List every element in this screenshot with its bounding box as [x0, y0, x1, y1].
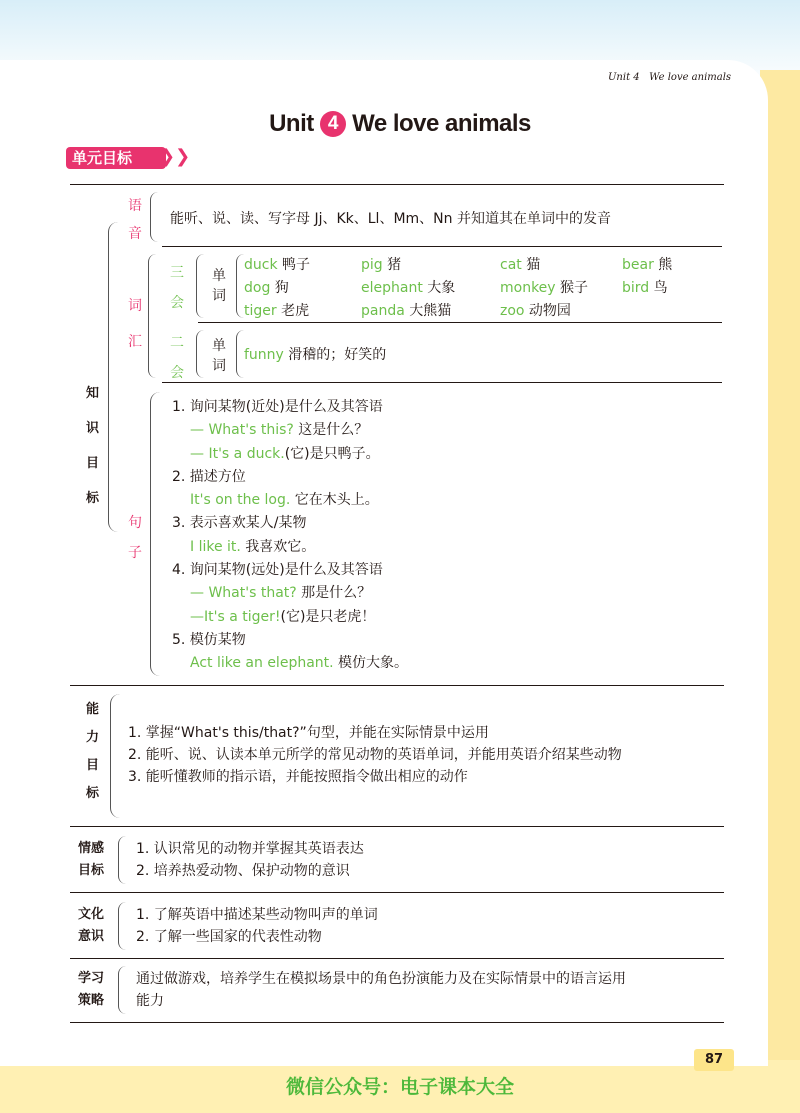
- culture-label: [78, 904, 104, 948]
- brace-strategy: [118, 966, 126, 1014]
- vocab-word-cn: 鸭子: [277, 257, 311, 273]
- vocab-word: [361, 254, 401, 276]
- sentence-line: [172, 582, 712, 605]
- three-sub-label: [212, 266, 228, 306]
- emotion-lines: [136, 838, 364, 882]
- strategy-line: 能力: [136, 993, 164, 1009]
- ability-lines: [128, 722, 718, 788]
- ability-line: 1. 掌握“What's this/that?”句型，并能在实际情景中运用: [128, 725, 489, 741]
- vocab-word-en: dog: [244, 280, 271, 296]
- strategy-label-2: 策略: [78, 993, 105, 1008]
- vocab-word: [622, 277, 668, 299]
- sentences-label-char: 句: [128, 515, 142, 531]
- brace-two-words: [236, 330, 244, 378]
- sentence-line: 5. 模仿某物: [172, 631, 246, 648]
- vocab-word-en: monkey: [500, 280, 556, 296]
- ability-label-char: 力: [86, 730, 100, 745]
- vocab-word: [244, 300, 309, 322]
- two-label-char: 二: [170, 335, 184, 351]
- ability-label-char: 目: [86, 758, 100, 773]
- sentence-cn: 它在木头上。: [290, 492, 379, 509]
- brace-emotion: [118, 836, 126, 884]
- sentence-line: [172, 419, 712, 442]
- sentence-cn: 这是什么？: [293, 422, 369, 439]
- two-words: [244, 344, 386, 366]
- sentence-line: 3. 表示喜欢某人/某物: [172, 515, 307, 532]
- two-label-char: 会: [170, 365, 184, 381]
- brace-ability: [110, 694, 120, 818]
- two-sub-label: [212, 336, 228, 376]
- emotion-line: 1. 认识常见的动物并掌握其英语表达: [136, 841, 364, 857]
- unit-number-badge: 4: [320, 111, 346, 137]
- vocab-label: [128, 288, 144, 360]
- page-number: 87: [694, 1049, 734, 1071]
- two-label: [170, 328, 186, 388]
- rule-knowledge: [70, 685, 724, 686]
- sentence-en: What's this?: [208, 422, 294, 439]
- brace-three-words: [236, 254, 244, 318]
- sentence-cn: 那是什么？: [296, 585, 372, 602]
- vocab-word-cn: 老虎: [276, 303, 310, 319]
- three-label: [170, 258, 186, 318]
- brace-two: [196, 330, 204, 378]
- dash: —: [190, 445, 209, 462]
- sentence-line: 4. 询问某物(远处)是什么及其答语: [172, 562, 383, 579]
- vocab-word: [500, 300, 571, 322]
- rule-bottom: [70, 1022, 724, 1023]
- sentence-en: It's a tiger!: [204, 608, 281, 625]
- vocab-word: [361, 277, 455, 299]
- sentence-cn: 模仿大象。: [333, 655, 409, 672]
- knowledge-label-char: 目: [86, 456, 100, 471]
- knowledge-label: [86, 376, 102, 516]
- three-sub-label-char: 单: [212, 268, 226, 284]
- vocab-word-cn: 动物园: [524, 303, 571, 319]
- vocab-word: [622, 254, 672, 276]
- sentence-en: Act like an elephant.: [190, 655, 334, 672]
- vocab-word-cn: 大熊猫: [404, 303, 452, 319]
- phonics-label: [128, 192, 144, 248]
- rule-vocab-two: [162, 382, 722, 383]
- brace-phonics: [150, 192, 158, 242]
- knowledge-label-char: 识: [86, 421, 100, 436]
- strategy-label: [78, 968, 104, 1012]
- chevron-icon: ❯❯: [160, 146, 191, 167]
- vocab-word-cn: 猴子: [555, 280, 589, 296]
- vocab-word-en: bear: [622, 257, 654, 273]
- phonics-label-char: 音: [128, 226, 142, 242]
- sentence-line: [172, 443, 712, 466]
- knowledge-label-char: 标: [86, 491, 100, 506]
- vocab-word-cn: 狗: [270, 280, 289, 296]
- phonics-label-char: 语: [128, 198, 142, 214]
- page-title: [0, 110, 800, 138]
- vocab-word-cn: 猪: [382, 257, 402, 273]
- vocab-word-cn: 熊: [653, 257, 673, 273]
- ability-line: 2. 能听、说、认读本单元所学的常见动物的英语单词，并能用英语介绍某些动物: [128, 747, 622, 763]
- brace-sentences: [150, 392, 160, 676]
- emotion-label-2: 目标: [78, 863, 105, 878]
- two-word-en: funny: [244, 347, 284, 363]
- vocab-word-en: elephant: [361, 280, 423, 296]
- vocab-word-cn: 大象: [422, 280, 456, 296]
- dash: —: [190, 585, 209, 602]
- vocab-word-en: cat: [500, 257, 522, 273]
- culture-lines: [136, 904, 378, 948]
- sentences-label: [128, 508, 144, 568]
- rule-phonics: [162, 246, 722, 247]
- vocab-word-en: duck: [244, 257, 278, 273]
- vocab-word: [244, 277, 289, 299]
- strategy-line: 通过做游戏，培养学生在模拟场景中的角色扮演能力及在实际情景中的语言运用: [136, 971, 626, 987]
- three-sub-label-char: 词: [212, 288, 226, 304]
- sentence-line: 2. 描述方位: [172, 468, 246, 485]
- ability-line: 3. 能听懂教师的指示语，并能按照指令做出相应的动作: [128, 769, 468, 785]
- three-label-char: 三: [170, 265, 184, 281]
- ability-label: [86, 696, 102, 808]
- sentence-cn: (它)是只老虎！: [280, 608, 376, 625]
- vocab-word-cn: 猫: [521, 257, 541, 273]
- section-tag-label: 单元目标: [72, 149, 133, 167]
- vocab-word: [500, 277, 588, 299]
- emotion-label: [78, 838, 104, 882]
- vocab-label-char: 汇: [128, 334, 142, 350]
- sentence-en: It's on the log.: [190, 492, 291, 509]
- brace-knowledge: [108, 222, 118, 532]
- vocab-word-cn: 鸟: [649, 280, 668, 296]
- watermark-text: 微信公众号：电子课本大全: [285, 1076, 514, 1098]
- phonics-text: 能听、说、读、写字母 Jj、Kk、Ll、Mm、Nn 并知道其在单词中的发音: [170, 211, 611, 227]
- rule-ability: [70, 826, 724, 827]
- knowledge-label-char: 知: [86, 386, 100, 401]
- sentence-line: 1. 询问某物(近处)是什么及其答语: [172, 399, 383, 415]
- brace-three: [196, 254, 204, 318]
- culture-line: 2. 了解一些国家的代表性动物: [136, 929, 322, 945]
- rule-emotion: [70, 892, 724, 893]
- title-unit: Unit: [269, 110, 314, 137]
- strategy-label-1: 学习: [78, 971, 105, 986]
- culture-label-2: 意识: [78, 929, 105, 944]
- dash: —: [190, 422, 209, 439]
- vocab-word-en: panda: [361, 303, 405, 319]
- sentence-line: [172, 536, 712, 559]
- culture-line: 1. 了解英语中描述某些动物叫声的单词: [136, 907, 378, 923]
- sentences-label-char: 子: [128, 545, 142, 561]
- sentence-en: What's that?: [208, 585, 297, 602]
- vocab-word-en: pig: [361, 257, 383, 273]
- vocab-word-en: zoo: [500, 303, 525, 319]
- emotion-label-1: 情感: [78, 841, 105, 856]
- two-sub-label-char: 单: [212, 338, 226, 354]
- rule-top: [70, 184, 724, 185]
- dash: —: [190, 608, 204, 625]
- sentence-en: I like it.: [190, 538, 241, 555]
- sentence-en: It's a duck.: [208, 445, 285, 462]
- two-sub-label-char: 词: [212, 358, 226, 374]
- three-words-grid: [244, 254, 714, 320]
- running-header: Unit 4 We love animals: [608, 72, 732, 83]
- vocab-word-en: bird: [622, 280, 650, 296]
- ability-label-char: 能: [86, 702, 100, 717]
- ability-label-char: 标: [86, 786, 100, 801]
- sentence-line: [172, 489, 712, 512]
- culture-label-1: 文化: [78, 907, 105, 922]
- sentence-line: [172, 606, 712, 629]
- sentence-cn: (它)是只鸭子。: [284, 445, 380, 462]
- sentence-line: [172, 652, 712, 675]
- vocab-word: [500, 254, 540, 276]
- sentences-list: [172, 396, 712, 676]
- title-rest: We love animals: [352, 110, 531, 137]
- strategy-lines: [136, 968, 726, 1012]
- section-tag: [66, 147, 166, 169]
- rule-culture: [70, 958, 724, 959]
- three-label-char: 会: [170, 295, 184, 311]
- emotion-line: 2. 培养热爱动物、保护动物的意识: [136, 863, 350, 879]
- vocab-word: [361, 300, 451, 322]
- vocab-word-en: tiger: [244, 303, 277, 319]
- brace-vocab: [148, 254, 156, 378]
- rule-vocab-three: [198, 322, 722, 323]
- vocab-word: [244, 254, 310, 276]
- two-word-cn: 滑稽的；好笑的: [288, 347, 387, 363]
- vocab-label-char: 词: [128, 298, 142, 314]
- brace-culture: [118, 902, 126, 950]
- sentence-cn: 我喜欢它。: [240, 538, 316, 555]
